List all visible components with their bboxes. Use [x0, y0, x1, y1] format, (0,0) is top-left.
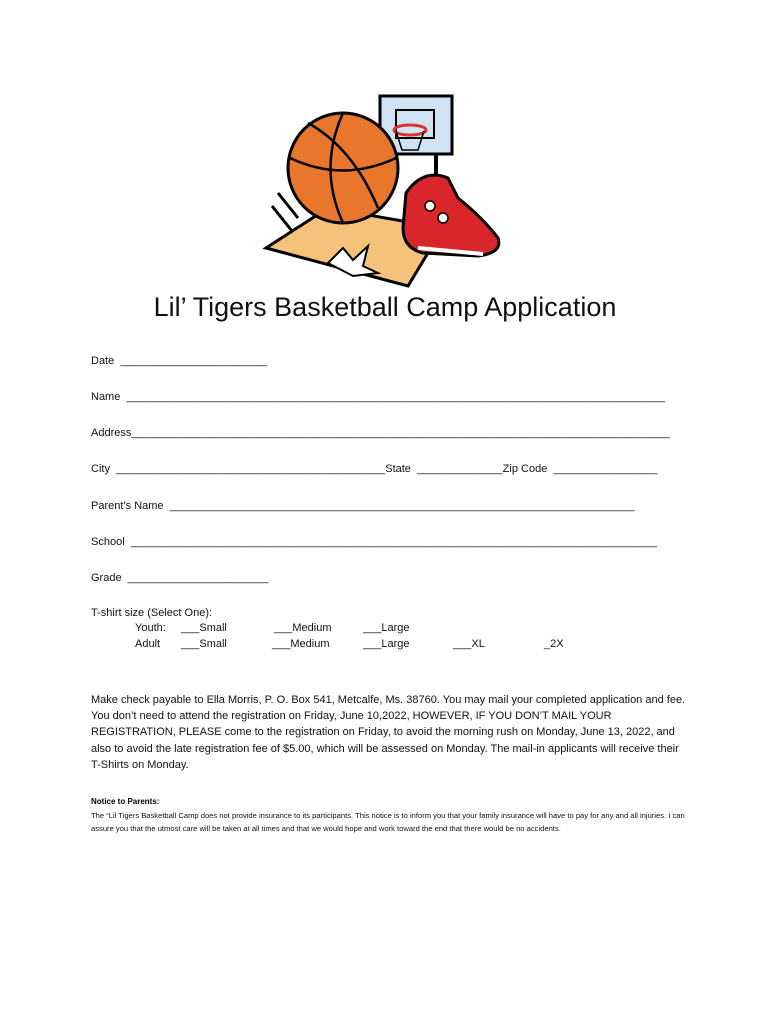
city-state-zip-field[interactable]: City ____________________________________________State ______________Zip Code _________________ — [91, 463, 658, 475]
youth-small-option[interactable]: ___Small — [181, 622, 227, 634]
notice-heading: Notice to Parents: — [91, 797, 160, 806]
payment-instructions: Make check payable to Ella Morris, P. O. Box 541, Metcalfe, Ms. 38760. You may mail your completed application and fee. You don’t need to attend the registration on Friday, June 10,2022, HOWEVER, IF YOU DON’T MAIL YOUR REGISTRATION, PLEASE come to the registration on Friday, to avoid the morning rush on Monday, June 13, 2022, and also to avoid the late registration fee of $5.00, which will be assessed on Monday. The mail-in applicants will receive their T-Shirts on Monday. — [91, 694, 686, 771]
adult-2x-option[interactable]: _2X — [544, 638, 564, 650]
youth-label: Youth: — [135, 622, 166, 634]
adult-label: Adult — [135, 638, 161, 650]
parent-name-field[interactable]: Parent’s Name ____________________________________________________________________________ — [91, 500, 635, 512]
adult-xl-option[interactable]: ___XL — [453, 638, 485, 650]
adult-small-option[interactable]: ___Small — [181, 638, 227, 650]
address-field[interactable]: Address________________________________________________________________________________________ — [91, 427, 670, 439]
youth-large-option[interactable]: ___Large — [363, 622, 410, 634]
adult-medium-option[interactable]: ___Medium — [272, 638, 330, 650]
tshirt-heading: T-shirt size (Select One): — [91, 607, 213, 619]
school-field[interactable]: School ______________________________________________________________________________________ — [91, 536, 657, 548]
name-field[interactable]: Name ________________________________________________________________________________________ — [91, 391, 665, 403]
grade-field[interactable]: Grade _______________________ — [91, 572, 269, 584]
date-field[interactable]: Date ________________________ — [91, 355, 268, 367]
basketball-clipart — [258, 88, 508, 293]
adult-large-option[interactable]: ___Large — [363, 638, 410, 650]
page-title: Lil’ Tigers Basketball Camp Application — [153, 292, 617, 322]
youth-medium-option[interactable]: ___Medium — [274, 622, 332, 634]
notice-body: The “Lil Tigers Basketball Camp does not provide insurance to its participants. This notice is to inform you that your family insurance will have to pay for any and all injuries. I can assure you that the utmost care will be taken at all times and that we would hope and work toward the end that there would be no accidents. — [91, 811, 685, 833]
